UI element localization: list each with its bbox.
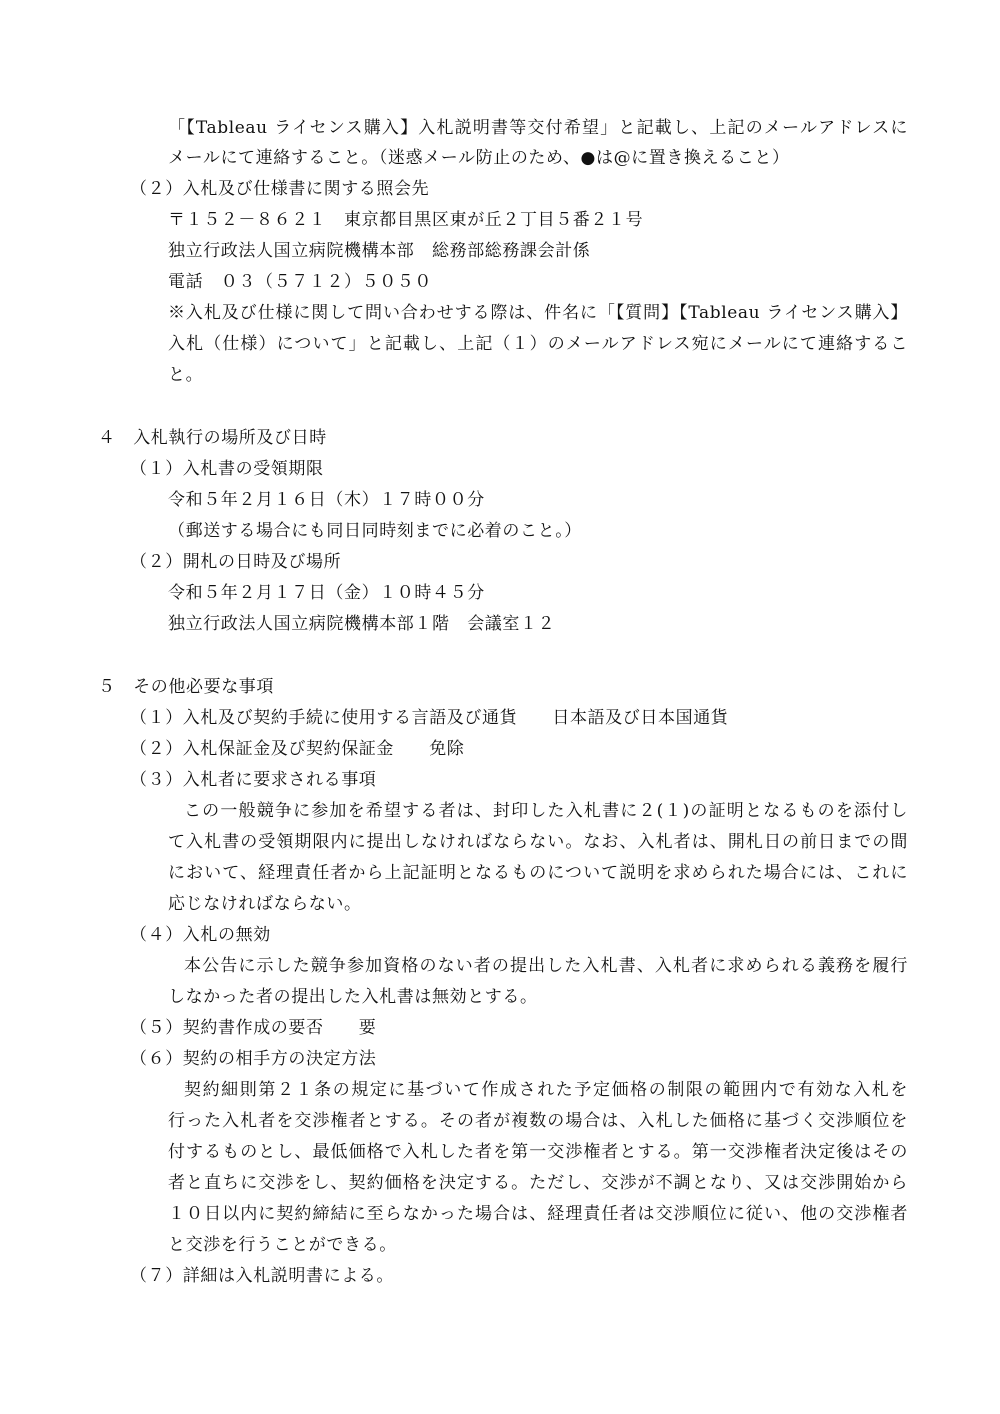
text-line: 応じなければならない。 xyxy=(168,894,362,914)
subsection-heading: （６）契約の相手方の決定方法 xyxy=(130,1049,377,1069)
text-line: 〒１５２－８６２１ 東京都目黒区東が丘２丁目５番２１号 xyxy=(168,210,644,230)
text-line: 独立行政法人国立病院機構本部 総務部総務課会計係 xyxy=(168,241,591,261)
text-line: と交渉を行うことができる。 xyxy=(168,1235,397,1255)
text-line: て入札書の受領期限内に提出しなければならない。なお、入札者は、開札日の前日までの間 xyxy=(168,832,908,852)
text-line: において、経理責任者から上記証明となるものについて説明を求められた場合には、これに xyxy=(168,863,908,883)
text-line: 「【Tableau ライセンス購入】入札説明書等交付希望」と記載し、上記のメールアドレスに xyxy=(168,118,908,138)
text-line: 令和５年２月１７日（金）１０時４５分 xyxy=(168,583,485,603)
text-line: 独立行政法人国立病院機構本部１階 会議室１２ xyxy=(168,614,556,634)
subsection-heading: （１）入札書の受領期限 xyxy=(130,459,324,479)
text-line: 行った入札者を交渉権者とする。その者が複数の場合は、入札した価格に基づく交渉順位を xyxy=(168,1111,908,1131)
subsection-heading: （２）入札及び仕様書に関する照会先 xyxy=(130,179,430,199)
text-line: １０日以内に契約締結に至らなかった場合は、経理責任者は交渉順位に従い、他の交渉権者 xyxy=(168,1204,908,1224)
text-line: 令和５年２月１６日（木）１７時００分 xyxy=(168,490,485,510)
text-line: 者と直ちに交渉をし、契約価格を決定する。ただし、交渉が不調となり、又は交渉開始から xyxy=(168,1173,908,1193)
text-line: この一般競争に参加を希望する者は、封印した入札書に２(１)の証明となるものを添付し xyxy=(184,801,908,821)
subsection-heading: （２）開札の日時及び場所 xyxy=(130,552,342,572)
subsection-heading: （２）入札保証金及び契約保証金 免除 xyxy=(130,739,465,759)
text-line: 付するものとし、最低価格で入札した者を第一交渉権者とする。第一交渉権者決定後はその xyxy=(168,1142,908,1162)
subsection-heading: （５）契約書作成の要否 要 xyxy=(130,1018,377,1038)
text-line: メールにて連絡すること。（迷惑メール防止のため、●は@に置き換えること） xyxy=(168,148,790,168)
subsection-heading: （７）詳細は入札説明書による。 xyxy=(130,1266,394,1286)
section-heading: ５ その他必要な事項 xyxy=(98,677,274,697)
text-line: （郵送する場合にも同日同時刻までに必着のこと。） xyxy=(168,521,582,541)
text-line: 入札（仕様）について」と記載し、上記（１）のメールアドレス宛にメールにて連絡するこ xyxy=(168,334,908,354)
text-line: ※入札及び仕様に関して問い合わせする際は、件名に「【質問】【Tableau ライセンス購入】 xyxy=(168,303,908,323)
subsection-heading: （１）入札及び契約手続に使用する言語及び通貨 日本語及び日本国通貨 xyxy=(130,708,729,728)
subsection-heading: （４）入札の無効 xyxy=(130,925,271,945)
subsection-heading: （３）入札者に要求される事項 xyxy=(130,770,377,790)
text-line: しなかった者の提出した入札書は無効とする。 xyxy=(168,987,538,1007)
text-line: 契約細則第２１条の規定に基づいて作成された予定価格の制限の範囲内で有効な入札を xyxy=(184,1080,908,1100)
text-line: と。 xyxy=(168,365,204,385)
section-heading: ４ 入札執行の場所及び日時 xyxy=(98,428,327,448)
text-line: 電話 ０３（５７１２）５０５０ xyxy=(168,272,432,292)
text-line: 本公告に示した競争参加資格のない者の提出した入札書、入札者に求められる義務を履行 xyxy=(184,956,908,976)
